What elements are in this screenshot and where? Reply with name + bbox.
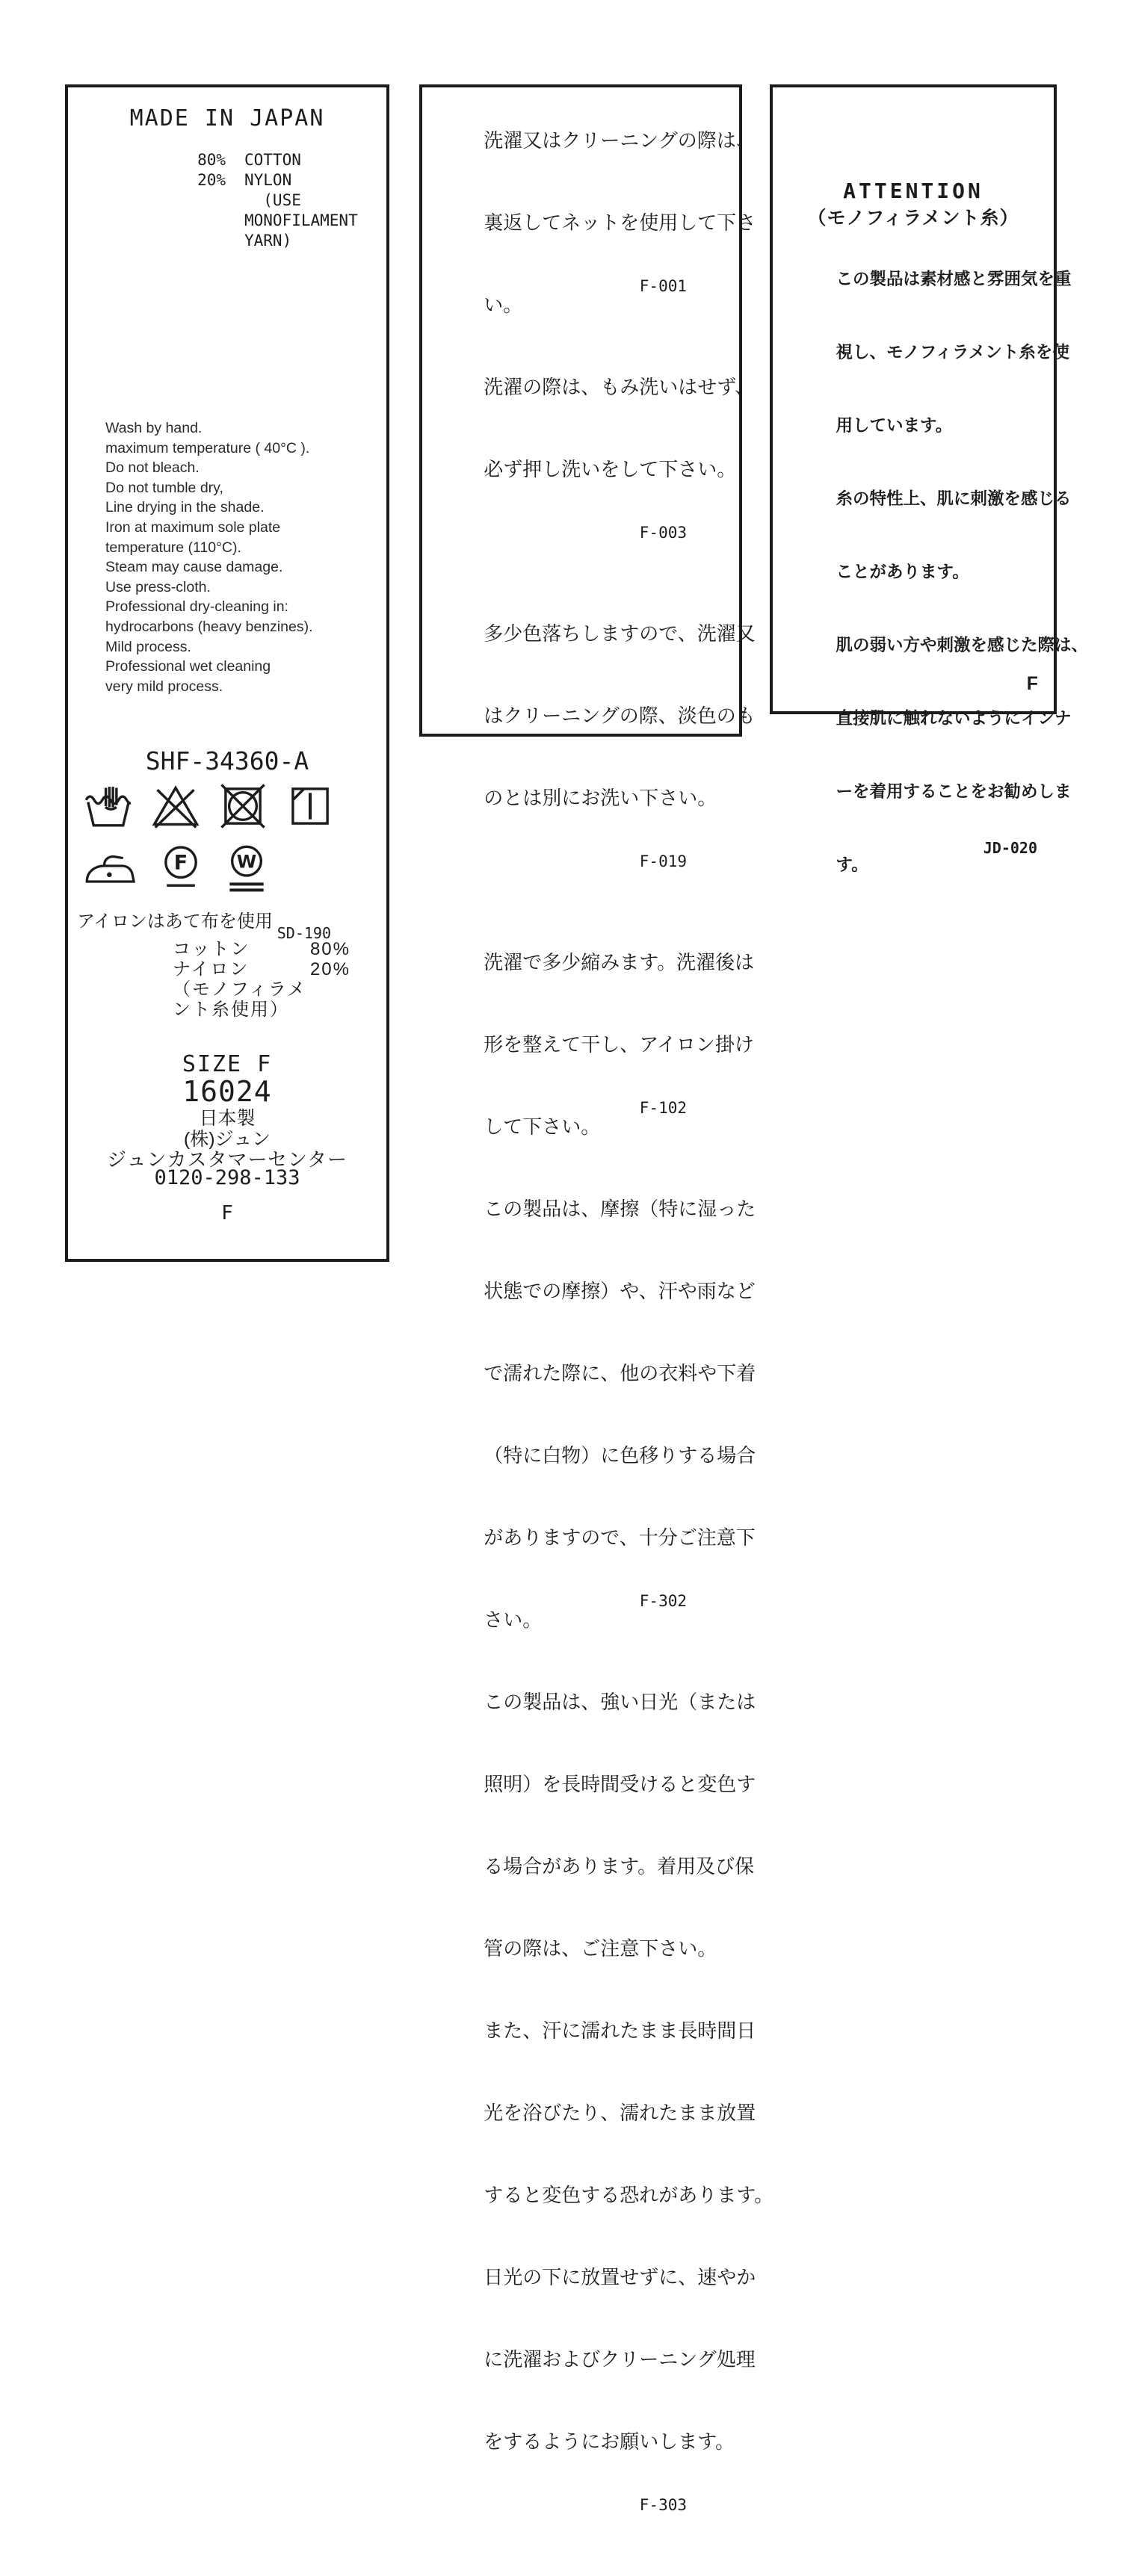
composition-english	[143, 150, 358, 251]
dry-clean-F-mild-icon	[161, 844, 201, 897]
precaution-line	[430, 356, 755, 439]
precaution-text: をするようにお願いします。	[484, 2430, 735, 2453]
precaution-text: 多少色落ちしますので、洗濯又	[484, 622, 756, 645]
composition-japanese	[68, 939, 386, 1020]
precaution-text: い。	[484, 293, 523, 316]
fiber-name: コットン	[173, 939, 250, 959]
attention-line-text: この製品は素材感と雰囲気を重	[836, 269, 1072, 288]
bottom-mark: F	[221, 1202, 233, 1224]
fiber-name: （モノフィラメ	[173, 979, 307, 1000]
fiber-name: MONOFILAMENT	[244, 211, 358, 229]
composition-row	[68, 979, 386, 1000]
item-number: 16024	[182, 1075, 272, 1108]
care-instruction-line: Iron at maximum sole plate	[105, 518, 281, 536]
precaution-text: 状態での摩擦）や、汗や雨など	[484, 1279, 756, 1302]
made-in-label: MADE IN JAPAN	[129, 105, 325, 131]
company-name: (株)ジュン	[183, 1129, 271, 1150]
main-care-label-panel	[65, 84, 389, 1262]
composition-row	[143, 150, 358, 170]
care-instruction-line: maximum temperature ( 40°C ).	[105, 439, 310, 456]
bottom-mark: F	[1026, 673, 1038, 694]
precaution-line	[430, 1096, 739, 1178]
care-instruction-line: Professional wet cleaning	[105, 658, 271, 675]
customer-center: ジュンカスタマーセンター	[107, 1148, 348, 1171]
attention-subtitle: （モノフィラメント糸）	[807, 208, 1019, 229]
precaution-line	[430, 1014, 754, 1096]
do-not-tumble-dry-icon	[217, 781, 268, 832]
care-symbols-row-2	[83, 844, 386, 898]
attention-line	[789, 252, 1072, 325]
fiber-name: COTTON	[244, 151, 301, 169]
iron-press-cloth-note: アイロンはあて布を使用	[77, 911, 273, 932]
precaution-text: で濡れた際に、他の衣料や下着	[484, 1361, 756, 1384]
precaution-text: がありますので、十分ご注意下	[484, 1526, 756, 1549]
attention-line	[789, 764, 1072, 837]
precaution-line	[430, 2329, 756, 2411]
precaution-code: F-303	[639, 2496, 687, 2514]
precaution-text: のとは別にお洗い下さい。	[484, 786, 717, 809]
attention-code: JD-020	[983, 839, 1037, 857]
precaution-line	[430, 767, 739, 849]
fiber-percent: 80%	[309, 939, 350, 959]
attention-line-text: ーを着用することをお勧めしま	[836, 781, 1072, 801]
precaution-code: F-102	[639, 1099, 687, 1117]
precaution-line	[430, 192, 756, 274]
fiber-name: ント糸使用）	[173, 1000, 289, 1020]
attention-line	[789, 691, 1072, 764]
product-code: SHF-34360-A	[145, 746, 309, 775]
fiber-name: NYLON	[244, 171, 292, 189]
precaution-line	[430, 1260, 756, 1343]
precaution-line	[430, 1836, 755, 1918]
attention-panel	[770, 84, 1089, 874]
care-instruction-line: Steam may cause damage.	[105, 559, 283, 576]
precaution-line	[430, 1425, 756, 1507]
precaution-line	[430, 1918, 739, 2000]
composition-row	[143, 191, 358, 211]
iron-110-one-dot-icon	[83, 844, 137, 891]
precaution-text: この製品は、摩擦（特に湿った	[484, 1197, 756, 1220]
composition-row	[68, 1000, 386, 1020]
precaution-line	[430, 1343, 756, 1425]
precaution-text: 光を浴びたり、濡れたまま放置	[484, 2101, 756, 2124]
fiber-percent	[143, 211, 226, 231]
care-instruction-line: Line drying in the shade.	[105, 499, 265, 516]
country-of-origin: 日本製	[199, 1108, 256, 1129]
care-instructions-english	[105, 418, 371, 696]
precaution-line	[430, 274, 739, 356]
composition-row	[68, 939, 386, 959]
precaution-text: 裏返してネットを使用して下さ	[484, 211, 756, 234]
customer-phone: 0120-298-133	[154, 1166, 300, 1189]
composition-row	[143, 211, 358, 231]
fiber-name: YARN)	[244, 232, 292, 250]
precaution-line	[430, 521, 739, 603]
precaution-line	[430, 2493, 739, 2575]
attention-line-text: す。	[836, 855, 868, 874]
precaution-line	[430, 1507, 756, 1589]
care-instruction-line: very mild process.	[105, 678, 223, 695]
precaution-text: 洗濯の際は、もみ洗いはせず、	[484, 375, 755, 398]
precaution-text: 照明）を長時間受けると変色す	[484, 1772, 756, 1795]
precaution-line	[430, 1671, 756, 1753]
attention-text	[789, 252, 1089, 911]
wet-clean-letter: W	[236, 851, 257, 873]
precaution-line	[430, 110, 756, 192]
fiber-percent	[143, 231, 226, 251]
precaution-code: F-003	[639, 524, 687, 542]
attention-line-text: 視し、モノフィラメント糸を使	[836, 342, 1069, 362]
precaution-line	[430, 2000, 756, 2082]
precaution-text: また、汗に濡れたまま長時間日	[484, 2019, 756, 2042]
line-dry-in-shade-icon	[285, 781, 336, 832]
precaution-line	[430, 1178, 756, 1260]
hand-wash-40-icon	[83, 781, 134, 832]
sd-code: SD-190	[277, 924, 331, 942]
fiber-name: ナイロン	[173, 959, 250, 979]
fiber-percent: 20%	[309, 959, 350, 979]
composition-row	[143, 170, 358, 191]
precaution-text: 日光の下に放置せずに、速やか	[484, 2265, 756, 2288]
attention-line	[789, 471, 1072, 545]
attention-line-text: ことがあります。	[836, 562, 969, 581]
precaution-text: 管の際は、ご注意下さい。	[484, 1936, 717, 1960]
attention-title: ATTENTION	[843, 179, 983, 203]
precaution-text: 必ず押し洗いをして下さい。	[484, 457, 737, 480]
wet-clean-very-mild-icon	[225, 844, 268, 898]
care-instruction-line: Professional dry-cleaning in:	[105, 598, 288, 616]
dry-clean-letter: F	[173, 851, 188, 875]
composition-row	[68, 959, 386, 979]
attention-line-text: 直接肌に触れないようにインナ	[836, 708, 1072, 728]
precaution-code: F-019	[639, 852, 687, 870]
precaution-text: はクリーニングの際、淡色のも	[484, 704, 756, 727]
precaution-text: 洗濯又はクリーニングの際は、	[484, 129, 756, 152]
composition-row	[143, 231, 358, 251]
care-instruction-line: Do not tumble dry,	[105, 479, 223, 496]
care-instruction-line: Do not bleach.	[105, 459, 200, 477]
precaution-code: F-302	[639, 1592, 687, 1610]
attention-line-text: 糸の特性上、肌に刺激を感じる	[836, 489, 1072, 508]
fiber-percent: 80%	[197, 151, 226, 169]
care-symbols-row-1	[83, 781, 386, 832]
precaution-text: る場合があります。着用及び保	[484, 1854, 755, 1877]
attention-line	[789, 545, 1054, 618]
precaution-line	[430, 2164, 774, 2247]
attention-line	[789, 618, 1089, 691]
precaution-code: F-001	[639, 277, 687, 295]
care-instruction-line: Use press-cloth.	[105, 578, 211, 595]
precaution-line	[430, 2082, 756, 2164]
precaution-line	[430, 2247, 756, 2329]
do-not-bleach-icon	[150, 781, 201, 832]
precaution-text: この製品は、強い日光（または	[484, 1690, 756, 1713]
fiber-name: (USE	[244, 191, 301, 209]
fiber-percent: 20%	[197, 171, 226, 189]
precaution-line	[430, 1753, 756, 1836]
precaution-line	[430, 2411, 739, 2493]
care-instruction-line: Mild process.	[105, 638, 191, 655]
attention-line-text: 肌の弱い方や刺激を感じた際は、	[836, 635, 1089, 654]
attention-line	[789, 837, 1054, 911]
fiber-percent	[143, 191, 226, 211]
precaution-line	[430, 849, 739, 932]
attention-line	[789, 398, 1054, 471]
care-instruction-line: temperature (110°C).	[105, 539, 241, 556]
precaution-line	[430, 1589, 739, 1671]
size-label: SIZE F	[182, 1051, 273, 1077]
precaution-text: して下さい。	[484, 1115, 601, 1138]
precaution-line	[430, 685, 756, 767]
care-instruction-line: Wash by hand.	[105, 420, 203, 436]
precaution-line	[430, 932, 755, 1014]
precaution-text: 形を整えて干し、アイロン掛け	[484, 1032, 754, 1056]
care-instruction-line: hydrocarbons (heavy benzines).	[105, 618, 313, 635]
precaution-line	[430, 603, 756, 685]
precaution-line	[430, 439, 739, 521]
precaution-text: すると変色する恐れがあります。	[484, 2183, 774, 2206]
precaution-text: 洗濯で多少縮みます。洗濯後は	[484, 950, 755, 973]
precaution-text: （特に白物）に色移りする場合	[484, 1443, 756, 1467]
washing-precautions-panel	[419, 84, 774, 2514]
attention-line-text: 用しています。	[836, 415, 953, 435]
washing-precautions-text	[430, 110, 774, 2575]
precaution-text: さい。	[484, 1608, 543, 1631]
attention-line	[789, 325, 1069, 398]
precaution-text: に洗濯およびクリーニング処理	[484, 2347, 756, 2371]
